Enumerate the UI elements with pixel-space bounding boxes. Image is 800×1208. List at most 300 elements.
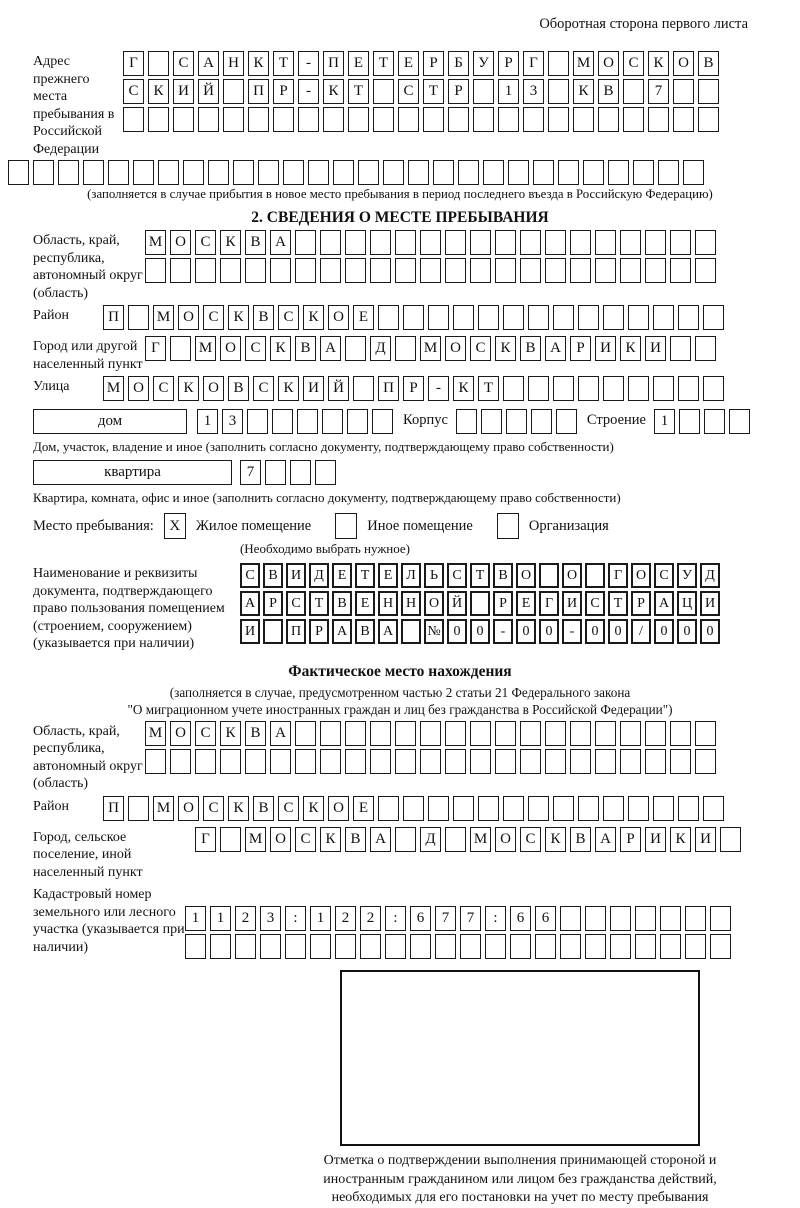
house-note: Дом, участок, владение и иное (заполнить согласно документу, подтверждающему право собственности) — [33, 439, 614, 454]
char-box — [423, 107, 444, 132]
char-box: 7 — [240, 460, 261, 485]
char-box — [585, 934, 606, 959]
char-box: 7 — [460, 906, 481, 931]
char-box — [556, 409, 577, 434]
title-document-field — [33, 563, 800, 653]
char-box — [670, 749, 691, 774]
char-box: И — [173, 79, 194, 104]
house-number-row — [197, 409, 393, 434]
char-box: Н — [223, 51, 244, 76]
char-box: С — [278, 305, 299, 330]
stay-type-label: Место пребывания: — [33, 517, 154, 534]
district-row — [103, 305, 724, 330]
char-box — [148, 51, 169, 76]
char-box — [510, 934, 531, 959]
char-box: К — [545, 827, 566, 852]
char-box: 0 — [677, 619, 697, 644]
stamp-area — [0, 970, 800, 1208]
char-box: В — [598, 79, 619, 104]
char-box: Р — [403, 376, 424, 401]
char-box: С — [520, 827, 541, 852]
char-box — [345, 336, 366, 361]
char-box: Н — [401, 591, 421, 616]
char-box: О — [328, 796, 349, 821]
char-box: Г — [123, 51, 144, 76]
region-field — [33, 230, 800, 302]
char-box — [585, 906, 606, 931]
char-box — [298, 107, 319, 132]
title-document-label: Наименование и реквизиты документа, подтверждающего право пользования помещением (строением, сооружением) (указывается при наличии) — [33, 566, 225, 651]
char-box: 1 — [185, 906, 206, 931]
actual-region-row-1 — [145, 721, 716, 746]
char-box — [473, 79, 494, 104]
char-box: О — [178, 305, 199, 330]
char-box — [395, 230, 416, 255]
char-box: К — [278, 376, 299, 401]
char-box: Е — [348, 51, 369, 76]
char-box — [315, 460, 336, 485]
char-box: Е — [332, 563, 352, 588]
actual-district-row — [103, 796, 724, 821]
char-box — [653, 796, 674, 821]
checkbox-other-premises — [335, 513, 357, 539]
char-box: Г — [195, 827, 216, 852]
char-box: С — [585, 591, 605, 616]
char-box — [603, 796, 624, 821]
char-box — [373, 79, 394, 104]
char-box — [445, 749, 466, 774]
char-box — [133, 160, 154, 185]
char-box: В — [228, 376, 249, 401]
char-box: С — [447, 563, 467, 588]
char-box — [683, 160, 704, 185]
char-box: К — [270, 336, 291, 361]
char-box — [195, 258, 216, 283]
char-box — [520, 258, 541, 283]
char-box: С — [398, 79, 419, 104]
char-box — [535, 934, 556, 959]
char-box: О — [178, 796, 199, 821]
actual-location-note-2: "О миграционном учете иностранных граждан и лиц без гражданства в Российской Федерации") — [127, 701, 673, 717]
char-box: И — [700, 591, 720, 616]
char-box — [58, 160, 79, 185]
char-box — [583, 160, 604, 185]
option-label-residential: Жилое помещение — [195, 517, 312, 534]
char-box: Е — [353, 796, 374, 821]
char-box — [470, 721, 491, 746]
char-box — [645, 258, 666, 283]
char-box — [595, 258, 616, 283]
char-box — [703, 796, 724, 821]
char-box — [247, 409, 268, 434]
apartment-type-box: квартира — [33, 460, 232, 485]
char-box: В — [355, 619, 375, 644]
char-box — [470, 258, 491, 283]
char-box: Т — [309, 591, 329, 616]
char-box: С — [278, 796, 299, 821]
char-box — [503, 305, 524, 330]
char-box — [678, 305, 699, 330]
char-box — [347, 409, 368, 434]
char-box — [548, 107, 569, 132]
char-box — [123, 107, 144, 132]
char-box — [210, 934, 231, 959]
char-box: С — [623, 51, 644, 76]
char-box — [653, 376, 674, 401]
actual-location-note-1: (заполняется в случае, предусмотренном частью 2 статьи 21 Федерального закона — [169, 684, 631, 700]
char-box: А — [654, 591, 674, 616]
char-box — [128, 796, 149, 821]
char-box: М — [153, 796, 174, 821]
char-box: О — [631, 563, 651, 588]
char-box: У — [677, 563, 697, 588]
char-box — [445, 258, 466, 283]
city-field — [33, 336, 800, 373]
char-box: 0 — [516, 619, 536, 644]
char-box — [670, 258, 691, 283]
char-box — [545, 230, 566, 255]
char-box — [545, 749, 566, 774]
char-box — [456, 409, 477, 434]
char-box — [320, 230, 341, 255]
char-box — [695, 258, 716, 283]
char-box — [660, 934, 681, 959]
char-box — [128, 305, 149, 330]
char-box: Т — [423, 79, 444, 104]
char-box — [635, 934, 656, 959]
char-box: 1 — [310, 906, 331, 931]
char-box — [270, 749, 291, 774]
char-box: Р — [448, 79, 469, 104]
char-box — [670, 336, 691, 361]
actual-settlement-row — [195, 827, 741, 852]
char-box — [628, 376, 649, 401]
char-box: А — [270, 721, 291, 746]
char-box: С — [173, 51, 194, 76]
char-box — [595, 749, 616, 774]
char-box — [320, 721, 341, 746]
char-box — [408, 160, 429, 185]
char-box — [595, 721, 616, 746]
char-box: Д — [420, 827, 441, 852]
actual-region-label: Область, край, республика, автономный округ (область) — [33, 723, 143, 791]
char-box: 0 — [470, 619, 490, 644]
char-box: К — [648, 51, 669, 76]
char-box — [410, 934, 431, 959]
char-box — [503, 376, 524, 401]
char-box: С — [295, 827, 316, 852]
char-box: 1 — [654, 409, 675, 434]
char-box — [33, 160, 54, 185]
char-box — [620, 230, 641, 255]
char-box — [495, 721, 516, 746]
char-box — [695, 749, 716, 774]
char-box: К — [453, 376, 474, 401]
char-box: Д — [309, 563, 329, 588]
char-box — [520, 749, 541, 774]
char-box: 1 — [210, 906, 231, 931]
char-box — [263, 619, 283, 644]
char-box: Т — [273, 51, 294, 76]
char-box: А — [320, 336, 341, 361]
char-box: Р — [498, 51, 519, 76]
char-box — [598, 107, 619, 132]
char-box: С — [253, 376, 274, 401]
option-label-other-premises: Иное помещение — [367, 517, 473, 534]
char-box — [620, 721, 641, 746]
char-box — [620, 258, 641, 283]
char-box: Р — [493, 591, 513, 616]
char-box — [220, 749, 241, 774]
char-box — [698, 107, 719, 132]
char-box: М — [573, 51, 594, 76]
char-box: 0 — [585, 619, 605, 644]
char-box: / — [631, 619, 651, 644]
char-box: К — [573, 79, 594, 104]
char-box: Ц — [677, 591, 697, 616]
char-box — [623, 107, 644, 132]
section2-title: 2. СВЕДЕНИЯ О МЕСТЕ ПРЕБЫВАНИЯ — [251, 209, 549, 226]
char-box — [570, 749, 591, 774]
char-box — [539, 563, 559, 588]
char-box: П — [286, 619, 306, 644]
house-type-box: дом — [33, 409, 187, 434]
char-box — [520, 230, 541, 255]
char-box — [445, 721, 466, 746]
char-box: А — [545, 336, 566, 361]
char-box — [528, 305, 549, 330]
actual-district-label: Район — [33, 798, 69, 814]
char-box — [470, 749, 491, 774]
char-box: - — [562, 619, 582, 644]
char-box — [320, 749, 341, 774]
char-box — [460, 934, 481, 959]
char-box — [670, 230, 691, 255]
char-box — [183, 160, 204, 185]
char-box: Г — [539, 591, 559, 616]
previous-address-section — [0, 51, 800, 202]
char-box — [310, 934, 331, 959]
char-box — [628, 305, 649, 330]
char-box — [483, 160, 504, 185]
char-box — [660, 906, 681, 931]
char-box: В — [253, 305, 274, 330]
char-box — [258, 160, 279, 185]
char-box: - — [428, 376, 449, 401]
char-box — [495, 749, 516, 774]
house-row — [33, 409, 800, 437]
char-box: К — [220, 721, 241, 746]
char-box — [520, 721, 541, 746]
region-row-1 — [145, 230, 716, 255]
char-box — [560, 934, 581, 959]
char-box — [233, 160, 254, 185]
city-label: Город или другой населенный пункт — [33, 339, 143, 372]
char-box: Ь — [424, 563, 444, 588]
char-box — [473, 107, 494, 132]
char-box: М — [195, 336, 216, 361]
char-box: : — [385, 906, 406, 931]
char-box: Р — [309, 619, 329, 644]
char-box — [308, 160, 329, 185]
char-box: Н — [378, 591, 398, 616]
char-box: П — [103, 305, 124, 330]
char-box: М — [245, 827, 266, 852]
char-box — [695, 230, 716, 255]
char-box: С — [203, 796, 224, 821]
char-box — [378, 796, 399, 821]
char-box: 2 — [335, 906, 356, 931]
char-box: Д — [700, 563, 720, 588]
char-box: В — [332, 591, 352, 616]
region-label: Область, край, республика, автономный округ (область) — [33, 233, 143, 301]
char-box — [290, 460, 311, 485]
char-box: М — [145, 230, 166, 255]
char-box — [523, 107, 544, 132]
char-box — [403, 796, 424, 821]
char-box — [470, 591, 490, 616]
char-box — [395, 749, 416, 774]
char-box — [265, 460, 286, 485]
char-box: Й — [328, 376, 349, 401]
char-box — [170, 258, 191, 283]
char-box — [223, 79, 244, 104]
char-box — [370, 258, 391, 283]
char-box: : — [485, 906, 506, 931]
char-box: О — [598, 51, 619, 76]
char-box — [170, 749, 191, 774]
char-box: В — [698, 51, 719, 76]
char-box: О — [270, 827, 291, 852]
char-box: О — [424, 591, 444, 616]
char-box: О — [516, 563, 536, 588]
previous-address-row-4 — [8, 160, 800, 185]
char-box — [560, 906, 581, 931]
char-box — [448, 107, 469, 132]
char-box — [370, 721, 391, 746]
char-box: Т — [348, 79, 369, 104]
char-box — [528, 796, 549, 821]
char-box: Г — [608, 563, 628, 588]
char-box — [729, 409, 750, 434]
char-box — [273, 107, 294, 132]
char-box — [208, 160, 229, 185]
char-box — [148, 107, 169, 132]
char-box: К — [303, 796, 324, 821]
char-box: И — [695, 827, 716, 852]
confirmation-stamp-note: Отметка о подтверждении выполнения принимающей стороной и иностранным гражданином или лицом без гражданства действий, необходимых для его постановки на учет по месту пребывания — [323, 1153, 717, 1205]
char-box — [620, 749, 641, 774]
char-box — [506, 409, 527, 434]
previous-address-row-2 — [123, 79, 719, 104]
char-box: 1 — [197, 409, 218, 434]
char-box — [345, 258, 366, 283]
char-box: С — [123, 79, 144, 104]
char-box: А — [198, 51, 219, 76]
char-box: О — [673, 51, 694, 76]
char-box — [553, 305, 574, 330]
char-box — [170, 336, 191, 361]
char-box — [345, 230, 366, 255]
char-box: С — [195, 230, 216, 255]
char-box: М — [470, 827, 491, 852]
cadastral-row-1 — [185, 906, 731, 931]
char-box — [295, 749, 316, 774]
actual-settlement-label: Город, сельское поселение, иной населенный пункт — [33, 829, 143, 880]
char-box: И — [286, 563, 306, 588]
char-box — [335, 934, 356, 959]
char-box — [720, 827, 741, 852]
char-box: С — [245, 336, 266, 361]
char-box: - — [298, 51, 319, 76]
char-box: М — [145, 721, 166, 746]
char-box: М — [103, 376, 124, 401]
char-box: Е — [355, 591, 375, 616]
char-box — [420, 749, 441, 774]
char-box — [495, 230, 516, 255]
char-box — [623, 79, 644, 104]
char-box: В — [570, 827, 591, 852]
char-box: О — [495, 827, 516, 852]
char-box — [395, 258, 416, 283]
char-box — [145, 749, 166, 774]
char-box: К — [178, 376, 199, 401]
char-box — [295, 230, 316, 255]
char-box — [531, 409, 552, 434]
char-box — [653, 305, 674, 330]
char-box — [710, 934, 731, 959]
char-box — [628, 796, 649, 821]
char-box — [645, 230, 666, 255]
char-box — [345, 749, 366, 774]
char-box — [297, 409, 318, 434]
char-box: Т — [373, 51, 394, 76]
char-box — [195, 749, 216, 774]
apartment-number-row — [240, 460, 336, 485]
city-row — [145, 336, 716, 361]
char-box — [645, 749, 666, 774]
char-box: Г — [523, 51, 544, 76]
form-page — [0, 16, 800, 1208]
char-box — [481, 409, 502, 434]
char-box: У — [473, 51, 494, 76]
char-box: 1 — [498, 79, 519, 104]
char-box — [578, 305, 599, 330]
char-box — [645, 721, 666, 746]
char-box: № — [424, 619, 444, 644]
char-box — [322, 409, 343, 434]
char-box: П — [378, 376, 399, 401]
char-box — [673, 79, 694, 104]
char-box — [633, 160, 654, 185]
char-box: 3 — [260, 906, 281, 931]
char-box: А — [370, 827, 391, 852]
char-box — [585, 563, 605, 588]
char-box: К — [228, 305, 249, 330]
char-box — [428, 796, 449, 821]
char-box — [498, 107, 519, 132]
char-box — [345, 721, 366, 746]
char-box: - — [493, 619, 513, 644]
cadastral-row-2 — [185, 934, 731, 959]
char-box — [353, 376, 374, 401]
char-box: И — [645, 336, 666, 361]
char-box: О — [203, 376, 224, 401]
char-box: В — [245, 721, 266, 746]
char-box — [610, 906, 631, 931]
char-box — [685, 906, 706, 931]
char-box — [198, 107, 219, 132]
